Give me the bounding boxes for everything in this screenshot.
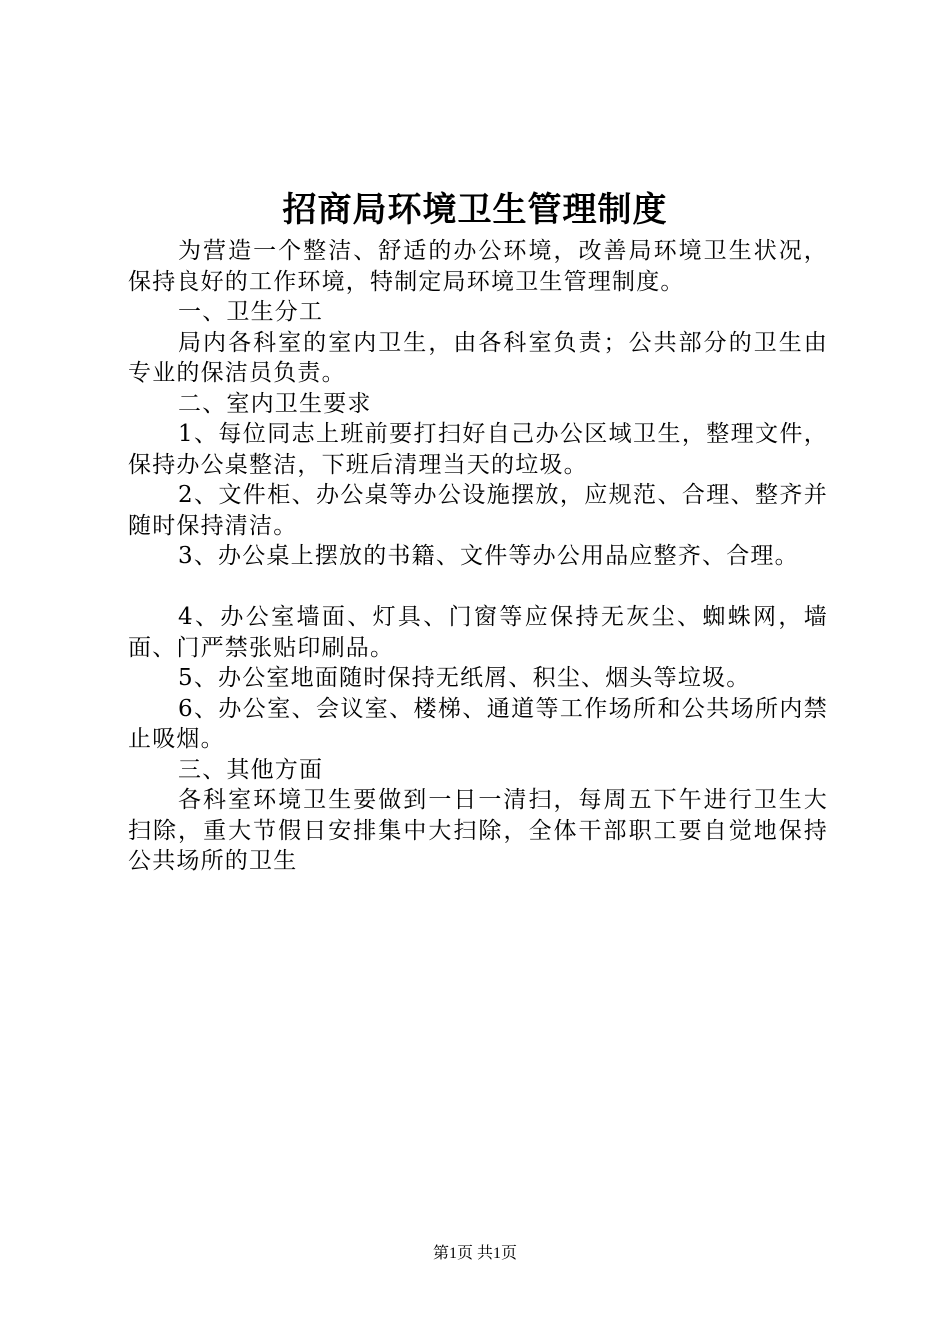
intro-paragraph: 为营造一个整洁、舒适的办公环境，改善局环境卫生状况，保持良好的工作环境，特制定局环境卫生管理制度。 <box>128 238 828 295</box>
section-heading-division: 一、卫生分工 <box>178 299 324 325</box>
division-paragraph: 局内各科室的室内卫生，由各科室负责；公共部分的卫生由专业的保洁员负责。 <box>128 329 828 386</box>
rule-item-4: 4、办公室墙面、灯具、门窗等应保持无灰尘、蜘蛛网，墙面、门严禁张贴印刷品。 <box>128 604 828 661</box>
rule-item-3: 3、办公桌上摆放的书籍、文件等办公用品应整齐、合理。 <box>178 543 799 569</box>
section-heading-indoor: 二、室内卫生要求 <box>178 390 372 417</box>
rule-item-2: 2、文件柜、办公桌等办公设施摆放，应规范、合理、整齐并随时保持清洁。 <box>128 482 828 539</box>
blank-line <box>128 572 828 603</box>
other-paragraph: 各科室环境卫生要做到一日一清扫，每周五下午进行卫生大扫除，重大节假日安排集中大扫除，全体干部职工要自觉地保持公共场所的卫生 <box>128 787 828 874</box>
rule-item-1: 1、每位同志上班前要打扫好自己办公区域卫生，整理文件，保持办公桌整洁，下班后清理当天的垃圾。 <box>128 421 828 478</box>
document-title: 招商局环境卫生管理制度 <box>282 190 668 230</box>
page-footer: 第1页 共1页 <box>432 1245 517 1262</box>
rule-item-6: 6、办公室、会议室、楼梯、通道等工作场所和公共场所内禁止吸烟。 <box>128 695 828 752</box>
document-body <box>128 236 828 877</box>
section-heading-other: 三、其他方面 <box>178 756 324 783</box>
rule-item-5: 5、办公室地面随时保持无纸屑、积尘、烟头等垃圾。 <box>178 665 751 691</box>
